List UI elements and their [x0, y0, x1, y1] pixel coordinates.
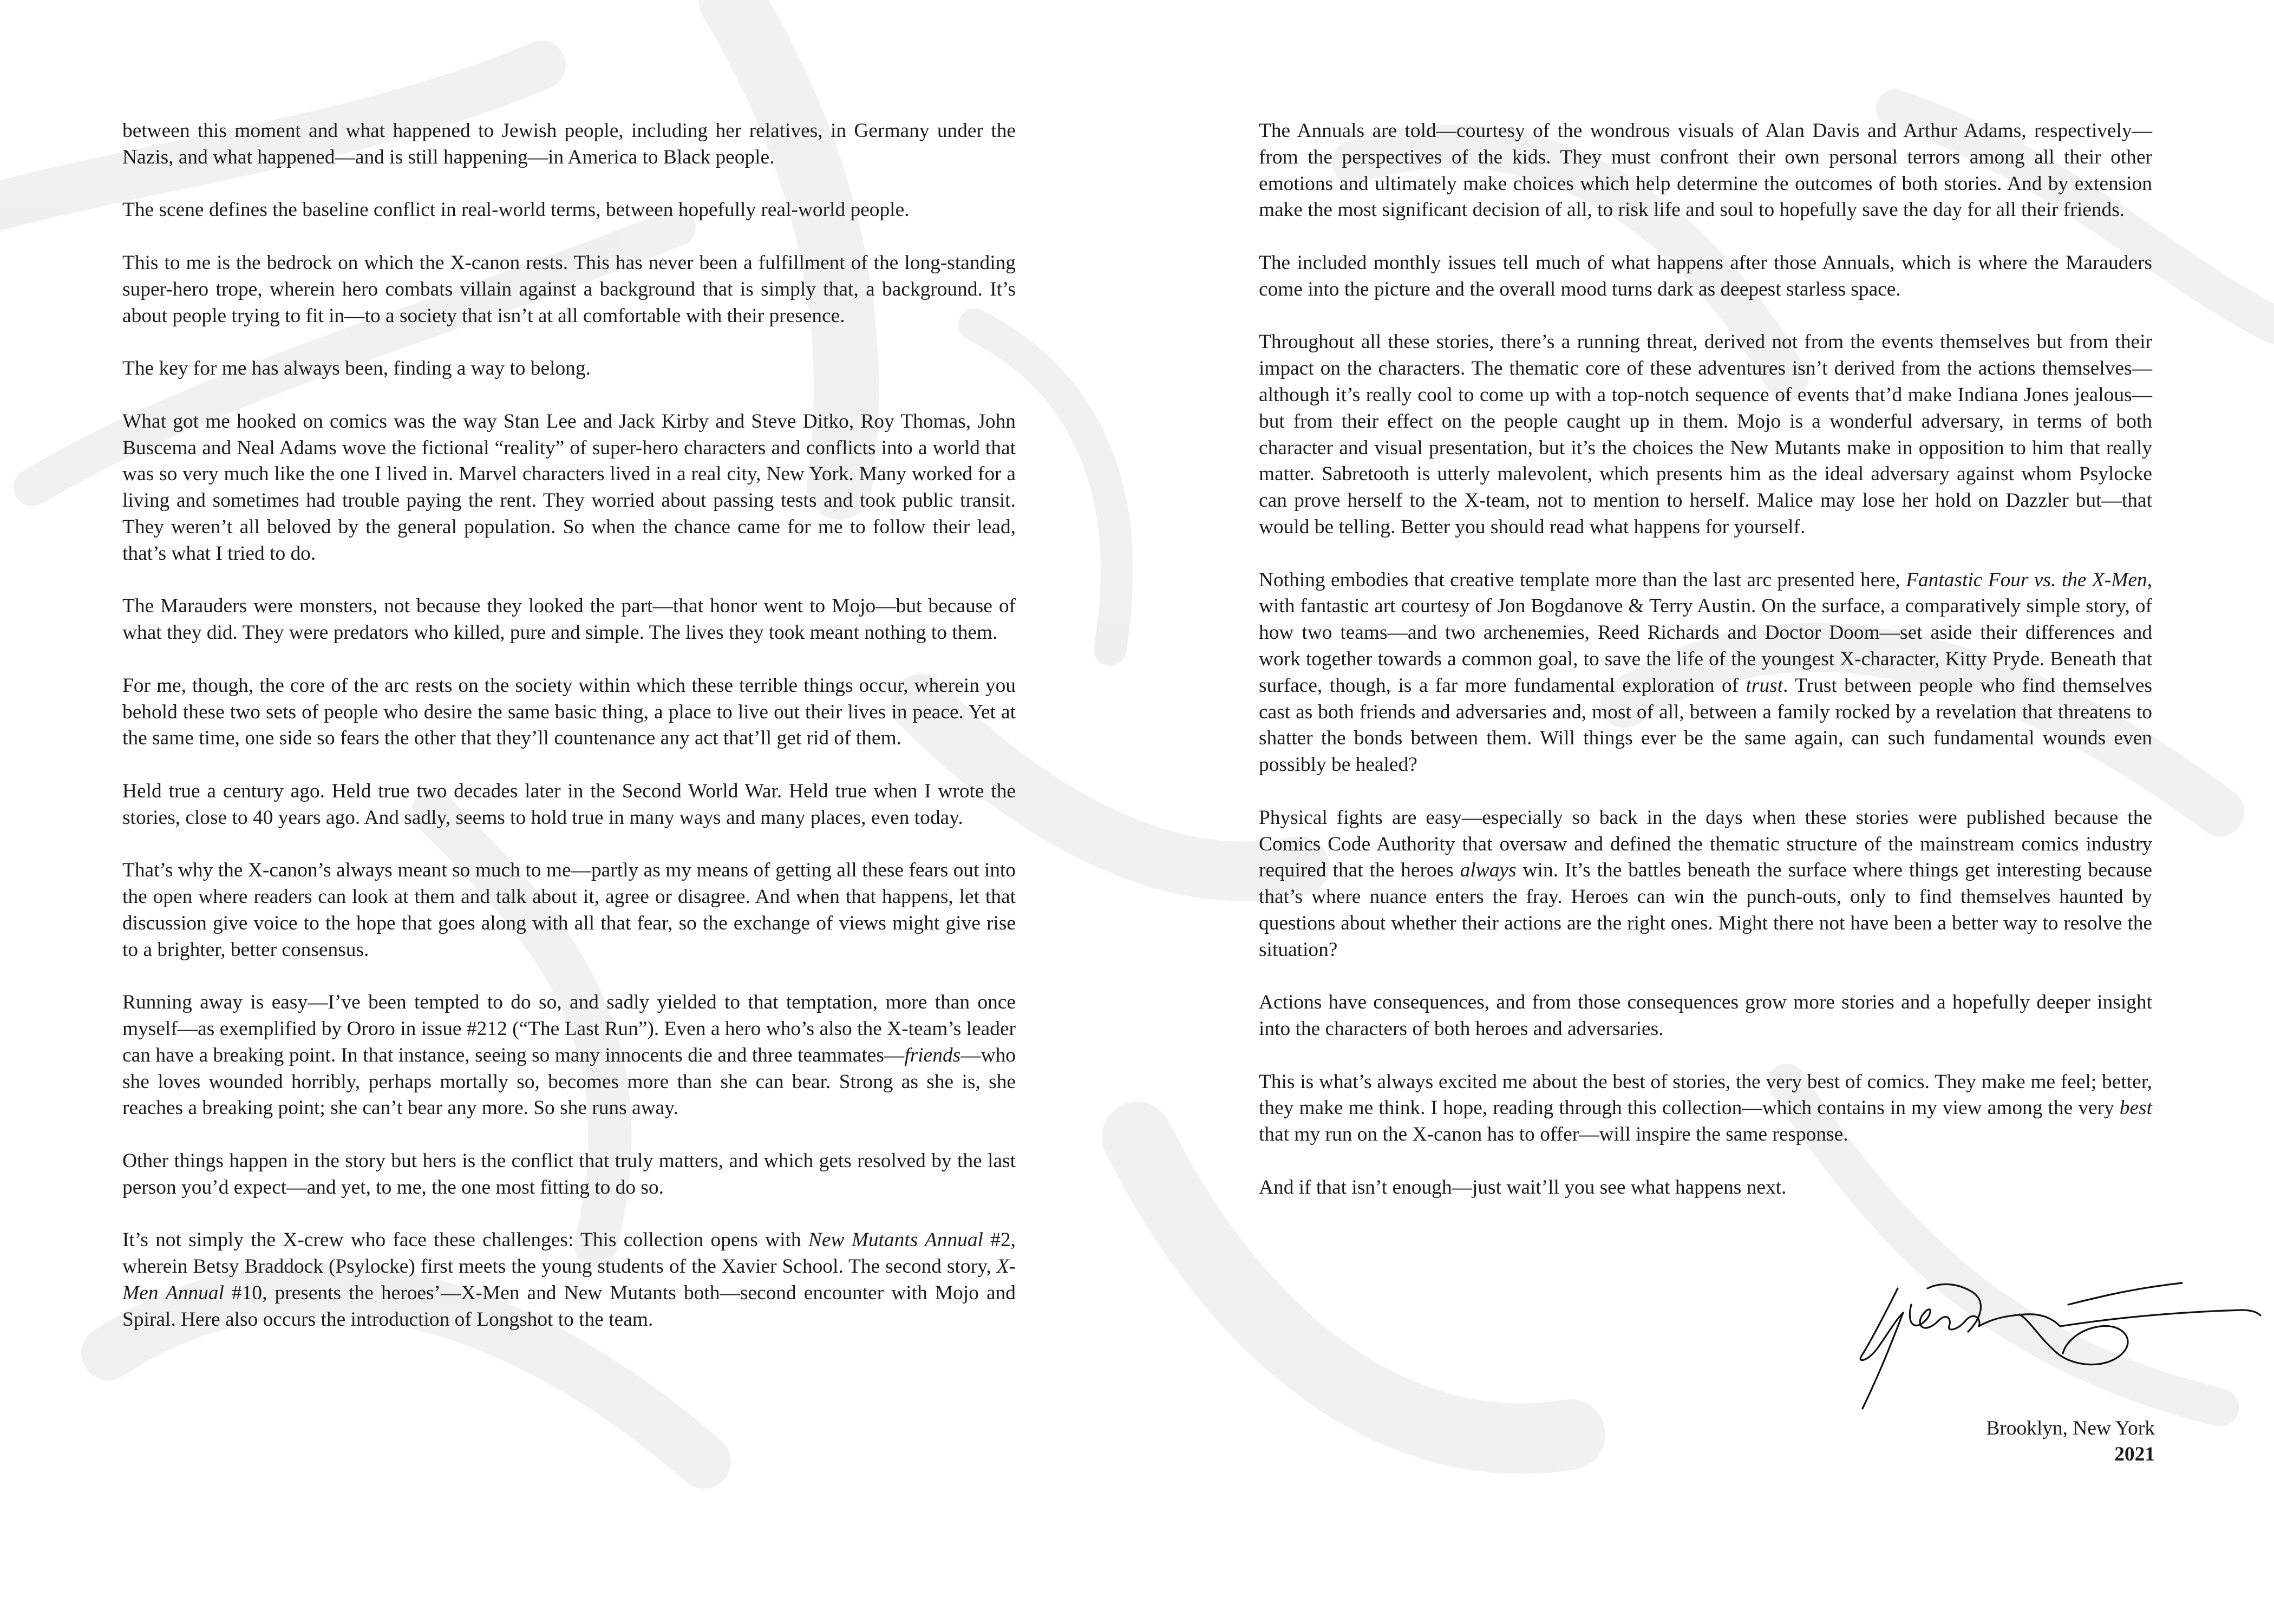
signature-block: [1852, 1267, 2155, 1472]
italic-title: New Mutants Annual: [808, 1229, 983, 1252]
italic-text: always: [1460, 859, 1517, 882]
right-column: [1259, 118, 2152, 1227]
right-paragraph-5: [1259, 805, 2152, 964]
text-run: , with fantastic art courtesy of Jon Bogdanove & Terry Austin. On the surface, a comparatively simple story, of how two teams—and two archenemies, Reed Richards and Doctor Doom—set aside their differences and work together towards a common goal, to save the life of the youngest X-character, Kitty Pryde. Beneath that surface, though, is a far more fundamental exploration of: [1259, 568, 2152, 697]
italic-title: X-Men Annual: [122, 1255, 1016, 1305]
right-paragraph-4: [1259, 567, 2152, 778]
text-run: . Trust between people who find themselves cast as both friends and adversaries and, most of all, between a family rocked by a revelation that threatens to shatter the bonds between them. Will things ever be the same again, can such fundamental wounds even possibly be healed?: [1259, 674, 2152, 776]
left-column: [122, 118, 1016, 1359]
left-paragraph-7: For me, though, the core of the arc rests on the society within which these terrible things occur, wherein you behold these two sets of people who desire the same basic thing, a place to live out their lives in peace. Yet at the same time, one side so fears the other that they’ll countenance any act that’ll get rid of them.: [122, 674, 1016, 750]
text-run: This is what’s always excited me about the best of stories, the very best of comics. They make me feel; better, they make me think. I hope, reading through this collection—which contains in my view among the very: [1259, 1070, 2152, 1119]
left-paragraph-3: This to me is the bedrock on which the X-canon rests. This has never been a fulfillment of the long-standing super-hero trope, wherein hero combats villain against a background that is simply that, a background. It’s about people trying to fit in—to a society that isn’t at all comfortable with their presence.: [122, 251, 1016, 327]
text-run: Physical fights are easy—especially so back in the days when these stories were published because the Comics Code Authority that oversaw and defined the thematic structure of the mainstream comics industry required that the heroes: [1259, 806, 2152, 882]
text-run: #2, wherein Betsy Braddock (Psylocke) first meets the young students of the Xavier School. The second story,: [122, 1229, 1016, 1278]
left-paragraph-1: between this moment and what happened to Jewish people, including her relatives, in Germany under the Nazis, and what happened—and is still happening—in America to Black people.: [122, 120, 1016, 168]
right-paragraph-1: The Annuals are told—courtesy of the wondrous visuals of Alan Davis and Arthur Adams, respectively—from the perspectives of the kids. They must confront their own personal terrors among all their other emotions and ultimately make choices which help determine the outcomes of both stories. And by extension make the most significant decision of all, to risk life and soul to hopefully save the day for all their friends.: [1259, 120, 2152, 221]
left-paragraph-12: [122, 1227, 1016, 1333]
signature-year: 2021: [2114, 1443, 2155, 1465]
text-run: —who she loves wounded horribly, perhaps mortally so, becomes more than she can bear. Strong as she is, she reaches a breaking point; she can’t bear any more. So she runs away.: [122, 1044, 1016, 1119]
left-paragraph-5: What got me hooked on comics was the way Stan Lee and Jack Kirby and Steve Ditko, Roy Thomas, John Buscema and Neal Adams wove the fictional “reality” of super-hero characters and conflicts into a world that was so very much like the one I lived in. Marvel characters lived in a real city, New York. Many worked for a living and sometimes had trouble paying the rent. They worried about passing tests and took public transit. They weren’t all beloved by the general population. So when the chance came for me to follow their lead, that’s what I tried to do.: [122, 410, 1016, 565]
text-run: #10, presents the heroes’—X-Men and New Mutants both—second encounter with Mojo and Spiral. Here also occurs the introduction of Longshot to the team.: [122, 1282, 1016, 1331]
text-run: win. It’s the battles beneath the surface where things get interesting because that’s where nuance enters the fray. Heroes can win the punch-outs, only to find themselves haunted by questions about whether their actions are the right ones. Might there not have been a better way to resolve the situation?: [1259, 859, 2152, 961]
signature-location: Brooklyn, New York: [1986, 1417, 2155, 1439]
left-paragraph-2: The scene defines the baseline conflict in real-world terms, between hopefully real-world people.: [122, 199, 910, 221]
left-paragraph-4: The key for me has always been, finding a way to belong.: [122, 357, 591, 380]
text-run: Nothing embodies that creative template more than the last arc presented here,: [1259, 568, 1906, 591]
right-paragraph-6: Actions have consequences, and from those consequences grow more stories and a hopefully deeper insight into the characters of both heroes and adversaries.: [1259, 991, 2152, 1040]
italic-title: Fantastic Four vs. the X-Men: [1906, 568, 2147, 591]
text-run: Running away is easy—I’ve been tempted to do so, and sadly yielded to that temptation, more than once myself—as exemplified by Ororo in issue #212 (“The Last Run”). Even a hero who’s also the X-team’s leader can have a breaking point. In that instance, seeing so many innocents die and three teammates—: [122, 991, 1016, 1066]
right-paragraph-3: Throughout all these stories, there’s a running threat, derived not from the events themselves but from their impact on the characters. The thematic core of these adventures isn’t derived from the actions themselves—although it’s really cool to come up with a top-notch sequence of events that’d make Indiana Jones jealous—but from their effect on the people caught up in them. Mojo is a wonderful adversary, in terms of both character and visual presentation, but it’s the choices the New Mutants make in opposition to him that really matter. Sabretooth is utterly malevolent, which presents him as the ideal adversary against whom Psylocke can prove herself to the X-team, not to mention to herself. Malice may lose her hold on Dazzler but—that would be telling. Better you should read what happens for yourself.: [1259, 331, 2152, 538]
left-paragraph-6: The Marauders were monsters, not because they looked the part—that honor went to Mojo—but because of what they did. They were predators who killed, pure and simple. The lives they took meant nothing to them.: [122, 595, 1016, 644]
right-paragraph-2: The included monthly issues tell much of what happens after those Annuals, which is where the Marauders come into the picture and the overall mood turns dark as deepest starless space.: [1259, 251, 2152, 300]
italic-text: best: [2119, 1097, 2152, 1119]
text-run: It’s not simply the X-crew who face these challenges: This collection opens with: [122, 1229, 808, 1252]
left-paragraph-9: That’s why the X-canon’s always meant so much to me—partly as my means of getting all these fears out into the open where readers can look at them and talk about it, agree or disagree. And when that happens, let that discussion give voice to the hope that goes along with all that fear, so the exchange of views might give rise to a brighter, better consensus.: [122, 859, 1016, 961]
left-paragraph-10: [122, 990, 1016, 1122]
italic-text: friends: [904, 1044, 961, 1066]
handwritten-signature: [1852, 1267, 2263, 1429]
right-paragraph-8: And if that isn’t enough—just wait’ll you see what happens next.: [1259, 1176, 1787, 1199]
left-paragraph-8: Held true a century ago. Held true two decades later in the Second World War. Held true when I wrote the stories, close to 40 years ago. And sadly, seems to hold true in many ways and many places, even today.: [122, 780, 1016, 829]
text-run: that my run on the X-canon has to offer—will inspire the same response.: [1259, 1123, 1848, 1146]
italic-text: trust: [1746, 674, 1783, 697]
right-paragraph-7: [1259, 1069, 2152, 1148]
left-paragraph-11: Other things happen in the story but hers is the conflict that truly matters, and which gets resolved by the last person you’d expect—and yet, to me, the one most fitting to do so.: [122, 1150, 1016, 1199]
